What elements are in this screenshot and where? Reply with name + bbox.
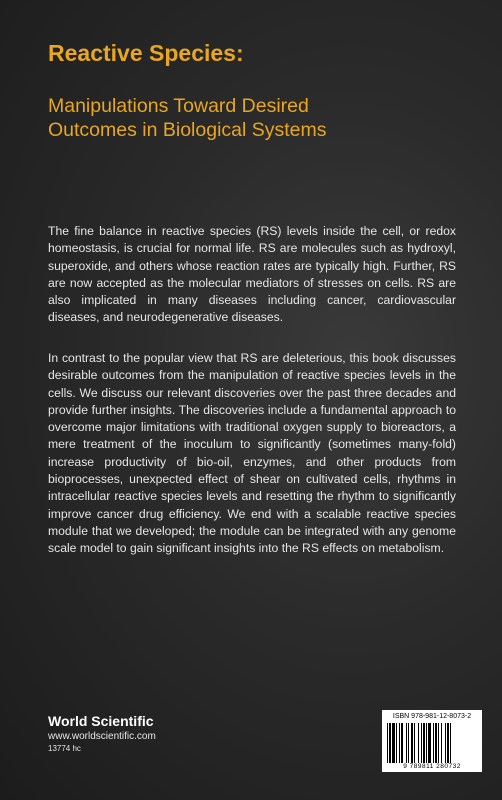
book-title: Reactive Species: (48, 40, 244, 66)
description-paragraph-1: The fine balance in reactive species (RS) levels inside the cell, or redox homeostasis, is crucial for normal life. RS are molecules such as hydroxyl, superoxide, and others whose reaction rates are typically high. Further, RS are now accepted as the molecular mediators of stresses on cells. RS are also implicated in many diseases including cancer, cardiovascular diseases, and neurodegenerative diseases. (48, 224, 456, 325)
book-subtitle: Manipulations Toward Desired Outcomes in Biological Systems (48, 95, 327, 141)
barcode-bars (386, 723, 478, 763)
isbn-barcode (382, 710, 482, 772)
product-code: 13774 hc (48, 744, 81, 753)
description-paragraph-2: In contrast to the popular view that RS are deleterious, this book discusses desirable outcomes from the manipulation of reactive species levels in the cells. We discuss our relevant discoveries over the past three decades and provide further insights. The discoveries include a fundamental approach to overcome major limitations with traditional oxygen supply to bioreactors, a mere treatment of the inoculum to significantly (sometimes many-fold) increase productivity of bio-oil, enzymes, and other products from bioprocesses, unexpected effect of shear on cultivated cells, rhythms in intracellular reactive species levels and resetting the rhythm to significantly improve cancer drug efficiency. We end with a scalable reactive species module that we developed; the module can be integrated with any genome scale model to gain significant insights into the RS effects on metabolism. (48, 351, 456, 556)
isbn-label: ISBN 978-981-12-8073-2 (392, 713, 472, 720)
publisher-name: World Scientific (48, 713, 154, 729)
isbn-digits: 9 789811 280732 (403, 763, 461, 770)
publisher-website: www.worldscientific.com (48, 731, 156, 742)
